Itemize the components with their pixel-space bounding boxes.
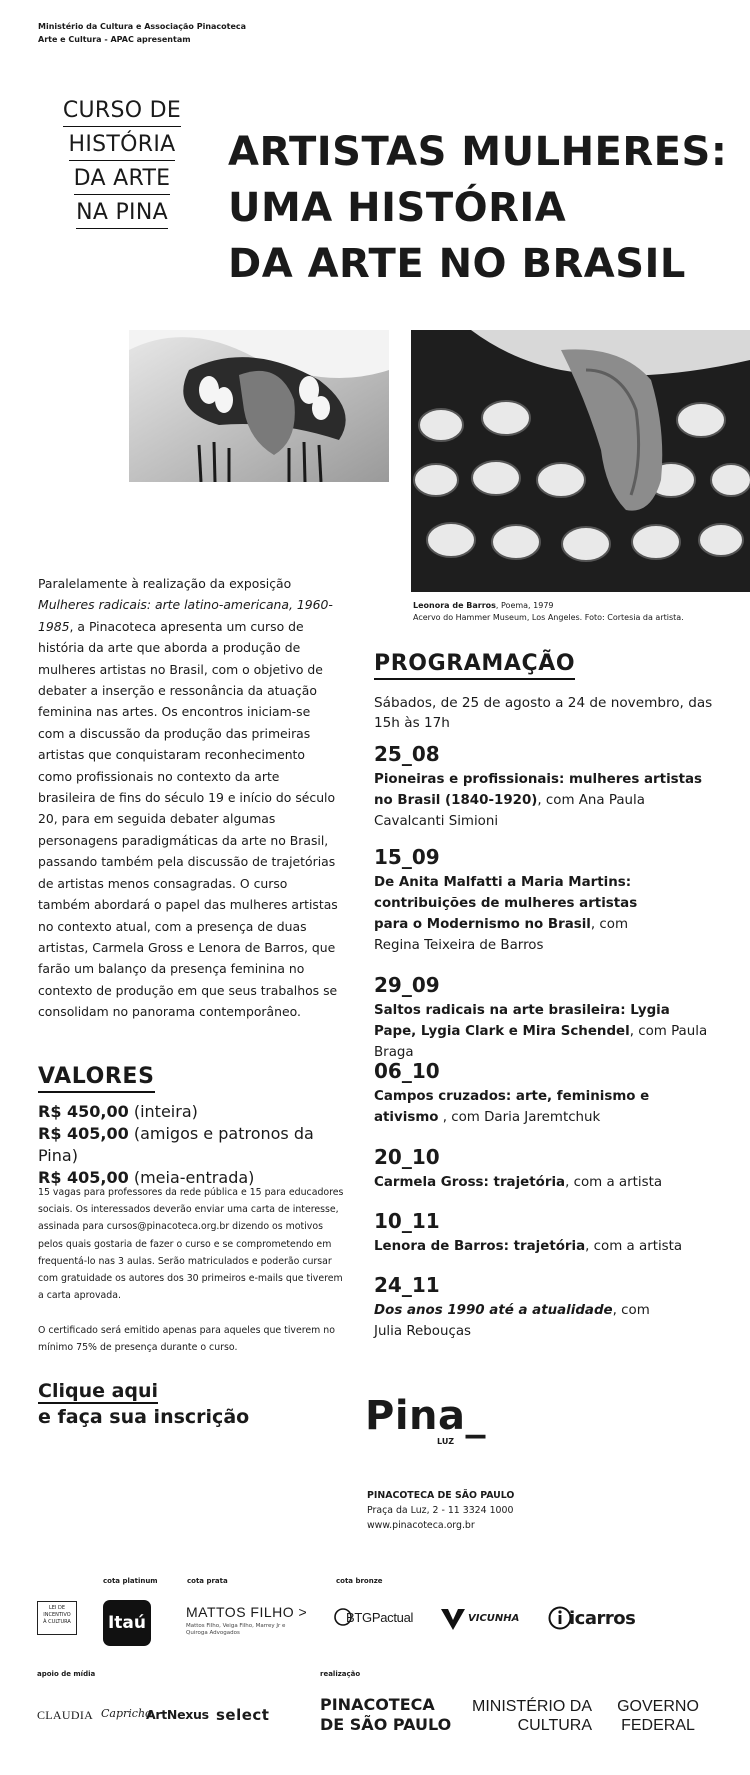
ministerio-cultura-logo [460,1697,592,1735]
certificate-note: O certificado será emitido apenas para aqueles que tiverem no mínimo 75% de presença durante o curso. [38,1325,335,1354]
icarros-logo-text: icarros [569,1607,636,1629]
pinacoteca-sp-line: DE SÃO PAULO [320,1715,452,1734]
session-title: Lenora de Barros: trajetória [374,1239,586,1254]
btg-logo-text: BTGPactual [346,1609,414,1625]
vicunha-logo-text: VICUNHA [468,1612,520,1624]
image-caption [413,600,743,624]
ministerio-line: CULTURA [517,1717,592,1734]
caption-artist: Leonora de Barros [413,601,496,610]
governo-line: FEDERAL [621,1717,695,1734]
session-date: 15_09 [374,845,440,869]
artwork-photo-left [129,330,389,482]
lei-incentivo-logo [37,1601,77,1635]
artwork-photo-right [411,330,750,592]
pina-address [367,1488,514,1533]
valores-note: 15 vagas para professores da rede pública e 15 para educadores sociais. Os interessados deverão enviar uma carta de interesse, assinada para cursos@pinacoteca.org.br dizendo os motivos pelos quais gostaria de fazer o curso e se comprometendo em frequentá-lo nas 3 aulas. Serão matriculados e poderão cursar com gratuidade os autores dos 30 primeiros e-mails que tiverem a carta aprovada. [38,1187,344,1302]
icarros-logo [548,1606,635,1630]
title-line: DA ARTE NO BRASIL [228,241,686,287]
price-value: R$ 405,00 [38,1124,129,1143]
session-description [374,872,644,956]
pinacoteca-sp-logo [320,1695,451,1735]
pina-name: PINACOTECA DE SÃO PAULO [367,1490,515,1501]
intro-paragraph [38,573,338,1023]
price-row [38,1101,358,1123]
session-title: De Anita Malfatti a Maria Martins: contribuições de mulheres artistas para o Modernismo no Brasil [374,875,638,932]
course-tag-line: NA PINA [76,198,168,229]
programacao-heading: PROGRAMAÇÃO [374,650,575,680]
session-speaker: , com Julia Rebouças [374,1303,650,1339]
session-title: Campos cruzados: arte, feminismo e ativismo [374,1089,650,1125]
session-speaker: , com a artista [565,1175,663,1190]
course-tag-line: HISTÓRIA [69,130,176,161]
realizacao-label: realização [320,1670,361,1678]
claudia-logo: CLAUDIA [37,1708,94,1722]
signup-link[interactable]: Clique aqui [38,1380,159,1402]
price-row [38,1123,358,1167]
intro-lead: Paralelamente à realização da exposição [38,576,292,591]
title-line: UMA HISTÓRIA [228,185,567,231]
course-tag [52,94,192,230]
programacao-section [374,650,575,680]
select-logo: select [216,1706,270,1724]
presenter-line: Ministério da Cultura e Associação Pinacoteca [38,22,247,31]
price-label: (amigos e patronos da Pina) [38,1124,314,1165]
session-item [374,846,714,974]
price-value: R$ 450,00 [38,1102,129,1121]
cota-platinum-label: cota platinum [103,1577,158,1585]
governo-line: GOVERNO [617,1698,699,1715]
session-description [374,1236,714,1257]
session-date: 24_11 [374,1273,440,1297]
price-value: R$ 405,00 [38,1168,129,1187]
presenter-line: Arte e Cultura - APAC apresentam [38,35,191,44]
session-title: Pioneiras e profissionais: mulheres artistas no Brasil (1840-1920) [374,772,703,808]
page-title [228,124,727,292]
session-speaker: , com Paula Braga [374,1024,708,1060]
course-tag-line: CURSO DE [63,96,181,127]
session-date: 25_08 [374,742,440,766]
session-title: Carmela Gross: trajetória [374,1175,566,1190]
capricho-logo: Capricho [101,1707,152,1720]
mattos-filho-logo [186,1604,316,1637]
session-date: 20_10 [374,1145,440,1169]
schedule-text: Sábados, de 25 de agosto a 24 de novembro, das 15h às 17h [374,695,713,731]
session-speaker: , com Daria Jaremtchuk [438,1110,601,1125]
intro-body: , a Pinacoteca apresenta um curso de história da arte que aborda a produção de mulheres artistas no Brasil, com o objetivo de debater a inserção e ressonância da atuação feminina nas artes. Os encontros iniciam-se com a discussão da produção das primeiras artistas que conquistaram reconhecimento como profissionais no contexto da arte brasileira de fins do século 19 e início do século 20, para em seguida debater algumas personagens paradigmáticas da arte no Brasil, passando também pela discussão de trajetórias de artistas menos consagradas. O curso também abordará o papel das mulheres artistas no contexto atual, com a presença de duas artistas, Carmela Gross e Lenora de Barros, que farão um balanço da presença feminina no contexto de produção em que seus trabalhos se consolidam no panorama contemporâneo. [38,618,338,1020]
session-item [374,1146,714,1210]
session-description [374,769,714,832]
caption-line [413,600,743,612]
governo-federal-logo [614,1697,702,1735]
session-date: 06_10 [374,1059,440,1083]
session-description [374,1300,664,1342]
vicunha-mark-icon [440,1605,466,1631]
mattos-filho-subtitle: Mattos Filho, Veiga Filho, Marrey Jr e Quiroga Advogados [186,1623,286,1636]
presenter-credits [38,20,246,46]
cota-prata-label: cota prata [187,1577,228,1585]
session-speaker: , com Regina Teixeira de Barros [374,917,629,953]
course-tag-line: DA ARTE [74,164,171,195]
itau-logo [103,1600,151,1646]
price-label: (meia-entrada) [128,1168,255,1187]
session-item [374,974,714,1060]
session-item [374,743,714,846]
pina-logo-text: Pina_ [365,1393,486,1439]
session-item [374,1060,714,1146]
tongue-typewriter-image [411,330,750,592]
price-label: (inteira) [128,1102,198,1121]
valores-section [38,1063,155,1093]
session-item [374,1210,714,1274]
pina-logo-sub: LUZ [437,1437,455,1446]
cota-bronze-label: cota bronze [336,1577,383,1585]
session-title: Saltos radicais na arte brasileira: Lygia Pape, Lygia Clark e Mira Schendel [374,1003,670,1039]
mouth-typewriter-image [129,330,389,482]
vicunha-logo [440,1605,519,1631]
session-list [374,743,714,1344]
price-list [38,1101,358,1189]
btg-logo [334,1608,413,1626]
title-line: ARTISTAS MULHERES: [228,129,728,175]
mattos-filho-text: MATTOS FILHO > [186,1604,308,1620]
session-item [374,1274,714,1344]
pina-address-line: Praça da Luz, 2 - 11 3324 1000 [367,1505,514,1516]
session-speaker: , com Ana Paula Cavalcanti Simioni [374,793,645,829]
session-description [374,1086,714,1128]
artnexus-logo: ArtNexus [146,1707,209,1722]
pina-logo [365,1393,485,1446]
exhibition-title: Mulheres radicais: arte latino-americana, 1960-1985 [38,597,333,634]
pinacoteca-sp-line: PINACOTECA [320,1695,435,1714]
itau-logo-text: Itaú [107,1613,147,1633]
caption-work: , Poema, 1979 [495,601,554,610]
valores-heading: VALORES [38,1063,155,1093]
session-description [374,1172,714,1193]
caption-credit: Acervo do Hammer Museum, Los Angeles. Foto: Cortesia da artista. [413,613,684,622]
session-date: 10_11 [374,1209,440,1233]
session-description [374,1000,714,1063]
apoio-midia-label: apoio de mídia [37,1670,96,1678]
signup-cta [38,1378,249,1430]
ministerio-line: MINISTÉRIO DA [471,1698,592,1715]
session-date: 29_09 [374,973,440,997]
session-speaker: , com a artista [585,1239,683,1254]
pina-url[interactable]: www.pinacoteca.org.br [367,1520,475,1531]
session-title: Dos anos 1990 até a atualidade [374,1303,613,1318]
signup-cta-text: e faça sua inscrição [38,1406,250,1428]
lei-incentivo-text: LEI DE INCENTIVO À CULTURA [43,1605,71,1625]
